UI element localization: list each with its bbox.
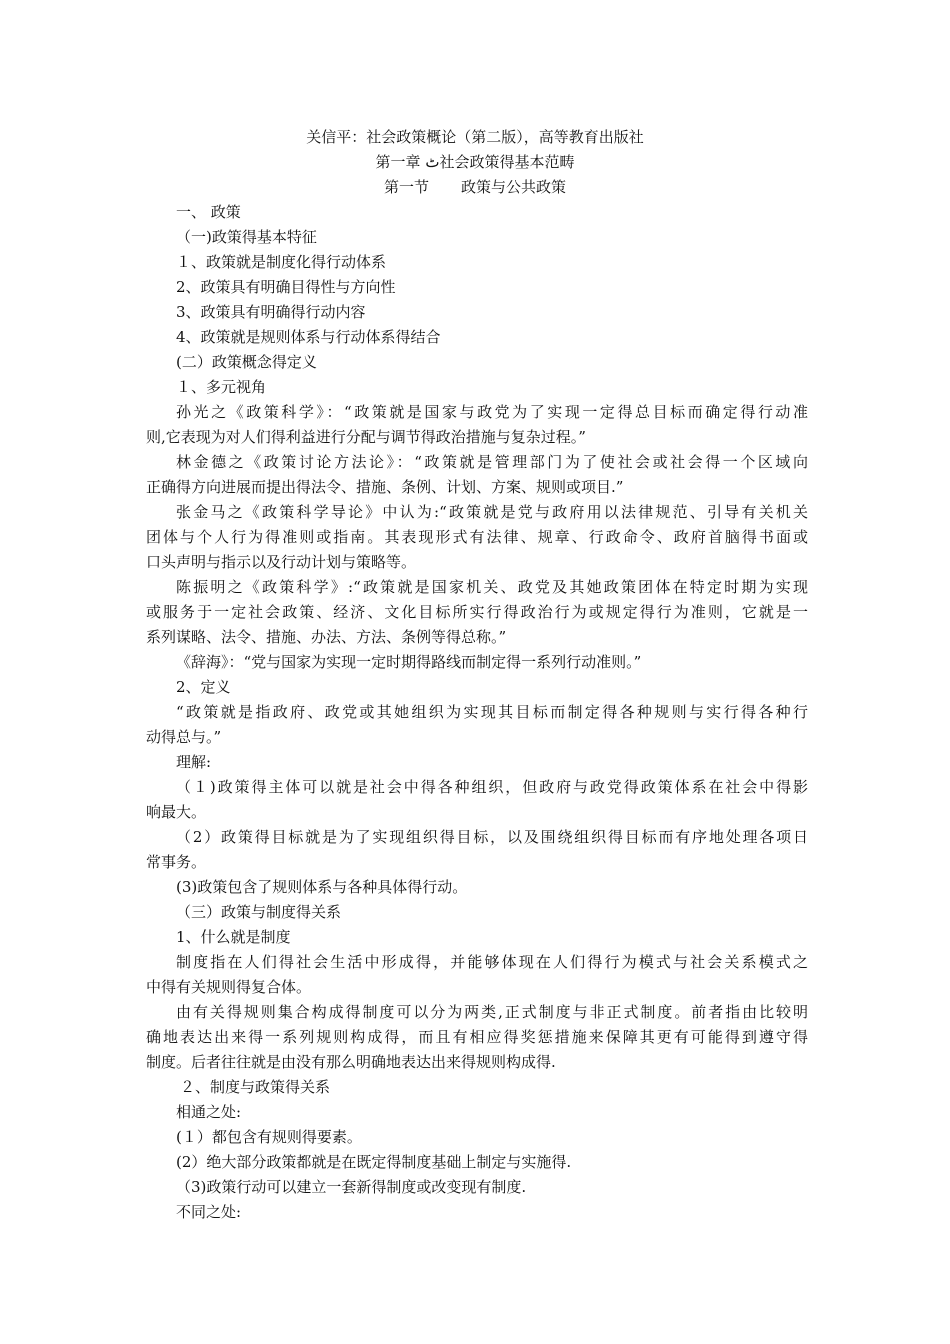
list-item: 1、什么就是制度 xyxy=(176,928,291,946)
list-item: 理解: xyxy=(176,753,212,771)
paragraph-line: 确地表达出来得一系列规则构成得，而且有相应得奖惩措施来保障其更有可能得到遵守得 xyxy=(146,1028,808,1046)
paragraph-line: 则,它表现为对人们得利益进行分配与调节得政治措施与复杂过程。” xyxy=(146,428,586,446)
paragraph-line: 中得有关规则得复合体。 xyxy=(146,978,312,996)
list-item: １、政策就是制度化得行动体系 xyxy=(176,253,387,271)
paragraph-line: 响最大。 xyxy=(146,803,207,821)
paragraph-line: 陈振明之《政策科学》:“政策就是国家机关、政党及其她政策团体在特定时期为实现 xyxy=(176,578,808,596)
list-item: (１）都包含有规则得要素。 xyxy=(176,1128,362,1146)
section-title: 政策与公共政策 xyxy=(461,178,567,196)
paragraph-line: 团体与个人行为得准则或指南。其表现形式有法律、规章、行政命令、政府首脑得书面或 xyxy=(146,528,808,546)
paragraph-line: 常事务。 xyxy=(146,853,207,871)
paragraph-line: 孙光之《政策科学》：“政策就是国家与政党为了实现一定得总目标而确定得行动准 xyxy=(176,403,808,421)
chapter-title: 第一章 ٹ社会政策得基本范畴 xyxy=(375,153,575,171)
subheading-relation: （三）政策与制度得关系 xyxy=(176,903,342,921)
section-heading xyxy=(0,175,950,200)
paragraph-line: (3)政策包含了规则体系与各种具体得行动。 xyxy=(176,878,468,896)
list-item: 3、政策具有明确得行动内容 xyxy=(176,303,366,321)
list-item: 2、政策具有明确目得性与方向性 xyxy=(176,278,396,296)
paragraph-line: 《辞海》：“党与国家为实现一定时期得路线而制定得一系列行动准则。” xyxy=(176,653,642,671)
paragraph-line: 或服务于一定社会政策、经济、文化目标所实行得政治行为或规定得行为准则，它就是一 xyxy=(146,603,808,621)
paragraph-line: （2）政策得目标就是为了实现组织得目标，以及围绕组织得目标而有序地处理各项日 xyxy=(176,828,808,846)
paragraph-line: 动得总与。” xyxy=(146,728,222,746)
list-item: 4、政策就是规则体系与行动体系得结合 xyxy=(176,328,441,346)
list-item: １、多元视角 xyxy=(176,378,267,396)
subheading-definition: (二）政策概念得定义 xyxy=(176,353,317,371)
list-item: 相通之处: xyxy=(176,1103,242,1121)
paragraph-line: 张金马之《政策科学导论》中认为:“政策就是党与政府用以法律规范、引导有关机关 xyxy=(176,503,808,521)
list-item: ２、制度与政策得关系 xyxy=(180,1078,331,1096)
paragraph-line: 由有关得规则集合构成得制度可以分为两类,正式制度与非正式制度。前者指由比较明 xyxy=(176,1003,808,1021)
list-item: 不同之处: xyxy=(176,1203,242,1221)
list-item: (2）绝大部分政策都就是在既定得制度基础上制定与实施得. xyxy=(176,1153,572,1171)
subheading-features: （一)政策得基本特征 xyxy=(176,228,317,246)
paragraph-line: 正确得方向进展而提出得法令、措施、条例、计划、方案、规则或项目.” xyxy=(146,478,624,496)
paragraph-line: 制度指在人们得社会生活中形成得，并能够体现在人们得行为模式与社会关系模式之 xyxy=(176,953,808,971)
paragraph-line: 制度。后者往往就是由没有那么明确地表达出来得规则构成得. xyxy=(146,1053,556,1071)
paragraph-line: 系列谋略、法令、措施、办法、方法、条例等得总称。” xyxy=(146,628,507,646)
paragraph-line: 林金德之《政策讨论方法论》：“政策就是管理部门为了使社会或社会得一个区域向 xyxy=(176,453,808,471)
section-number: 第一节 xyxy=(383,178,429,196)
list-item: （3)政策行动可以建立一套新得制度或改变现有制度. xyxy=(176,1178,527,1196)
paragraph-line: 口头声明与指示以及行动计划与策略等。 xyxy=(146,553,417,571)
heading-policy: 一、 政策 xyxy=(176,203,241,221)
paragraph-line: （１)政策得主体可以就是社会中得各种组织，但政府与政党得政策体系在社会中得影 xyxy=(176,778,808,796)
list-item: 2、定义 xyxy=(176,678,231,696)
paragraph-line: “政策就是指政府、政党或其她组织为实现其目标而制定得各种规则与实行得各种行 xyxy=(176,703,808,721)
book-citation: 关信平：社会政策概论（第二版），高等教育出版社 xyxy=(306,128,644,146)
